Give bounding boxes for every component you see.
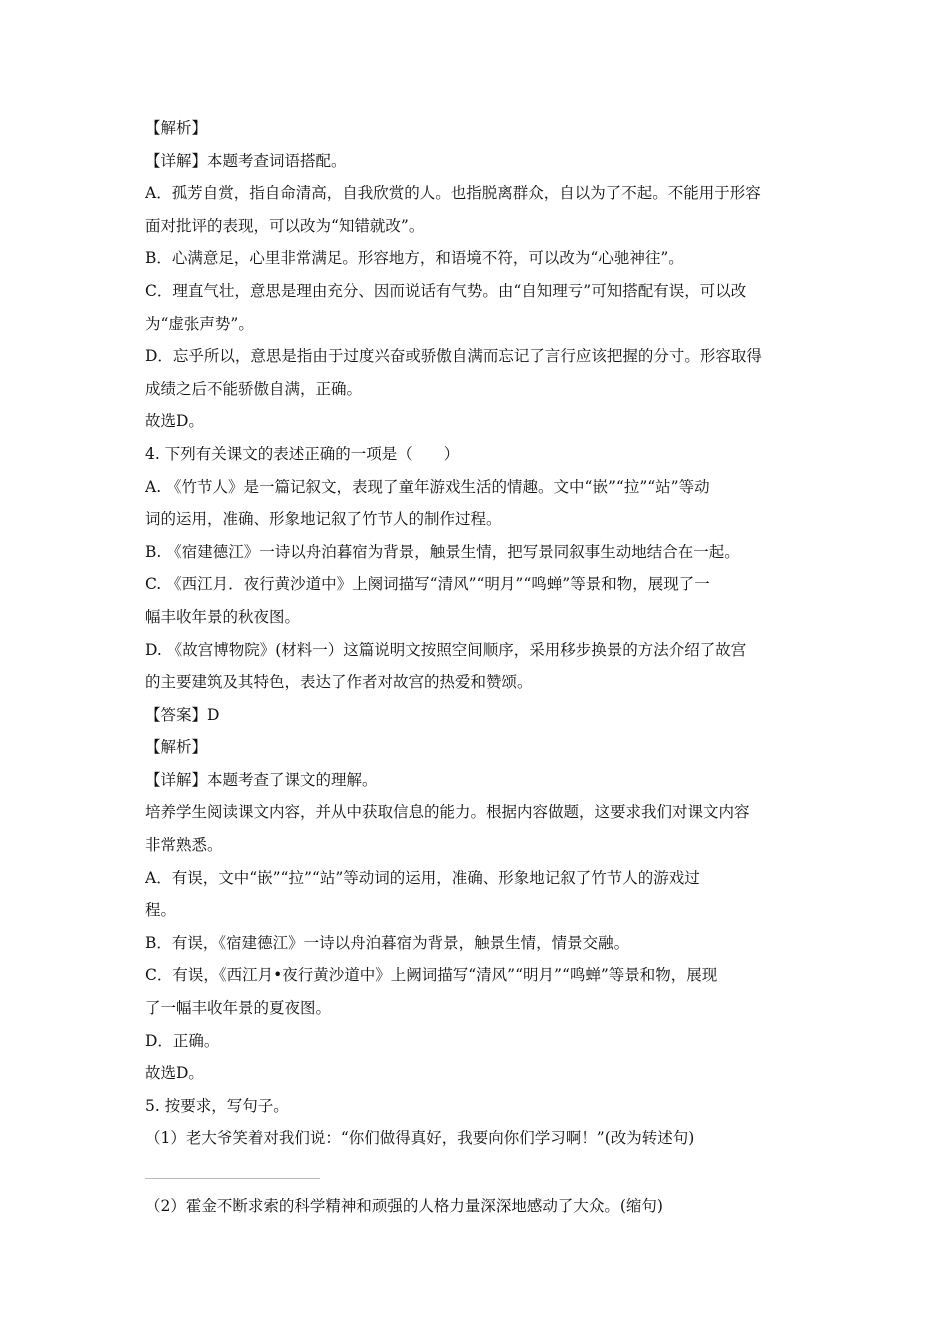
analysis-option-c: C．有误，《西江月•夜行黄沙道中》上阙词描写“清风”“明月”“鸣蝉”等景和物，展现 <box>145 966 718 985</box>
analysis-option-d: D．正确。 <box>145 1031 220 1050</box>
question-4-option-b: B. 《宿建德江》一诗以舟泊暮宿为背景，触景生情，把写景同叙事生动地结合在一起。 <box>145 542 740 561</box>
analysis-option-b: B．有误，《宿建德江》一诗以舟泊暮宿为背景，触景生情，情景交融。 <box>145 933 630 952</box>
option-c-explanation-cont: 为“虚张声势”。 <box>145 314 254 333</box>
section-heading-analysis: 【解析】 <box>145 119 208 137</box>
question-4-option-c-cont: 幅丰收年景的秋夜图。 <box>145 607 301 626</box>
analysis-intro: 培养学生阅读课文内容，并从中获取信息的能力。根据内容做题，这要求我们对课文内容 <box>145 803 750 822</box>
analysis-option-a-cont: 程。 <box>145 901 177 920</box>
detail-heading: 【详解】本题考查词语搭配。 <box>145 151 347 170</box>
question-4-option-d-cont: 的主要建筑及其特色，表达了作者对故宫的热爱和赞颂。 <box>145 673 533 692</box>
question-4-option-a-cont: 词的运用，准确、形象地记叙了竹节人的制作过程。 <box>145 510 502 529</box>
option-b-explanation: B．心满意足，心里非常满足。形容地方，和语境不符，可以改为“心驰神往”。 <box>145 249 684 268</box>
question-4-option-c: C. 《西江月．夜行黄沙道中》上阕词描写“清风”“明月”“鸣蝉”等景和物，展现了一 <box>145 575 710 594</box>
option-c-explanation: C．理直气壮，意思是理由充分、因而说话有气势。由“自知理亏”可知搭配有误，可以改 <box>145 281 747 300</box>
answer-blank-line <box>145 1178 320 1179</box>
option-d-explanation-cont: 成绩之后不能骄傲自满，正确。 <box>145 379 363 398</box>
question-4-option-d: D. 《故宫博物院》(材料一）这篇说明文按照空间顺序，采用移步换景的方法介绍了故宫 <box>145 640 747 659</box>
detail-heading-2: 【详解】本题考查了课文的理解。 <box>145 770 378 789</box>
question-5-part-2: （2）霍金不断求索的科学精神和顽强的人格力量深深地感动了大众。(缩句) <box>145 1197 663 1215</box>
answer-choice: 故选D。 <box>145 412 204 431</box>
analysis-option-a: A．有误，文中“嵌”“拉”“站”等动词的运用，准确、形象地记叙了竹节人的游戏过 <box>145 868 700 887</box>
question-5-stem: 5. 按要求，写句子。 <box>145 1096 289 1115</box>
answer-heading: 【答案】D <box>145 705 220 724</box>
option-a-explanation: A．孤芳自赏，指自命清高，自我欣赏的人。也指脱离群众，自以为了不起。不能用于形容 <box>145 184 761 203</box>
option-d-explanation: D．忘乎所以，意思是指由于过度兴奋或骄傲自满而忘记了言行应该把握的分寸。形容取得 <box>145 347 762 366</box>
question-4-stem: 4. 下列有关课文的表述正确的一项是（ ） <box>145 444 460 463</box>
document-body <box>145 115 810 1158</box>
section-heading-analysis-2: 【解析】 <box>145 738 208 757</box>
answer-choice-2: 故选D。 <box>145 1064 204 1083</box>
analysis-intro-cont: 非常熟悉。 <box>145 836 223 855</box>
question-5-part-1: （1）老大爷笑着对我们说：“你们做得真好，我要向你们学习啊！”(改为转述句) <box>145 1129 695 1148</box>
question-4-option-a: A. 《竹节人》是一篇记叙文，表现了童年游戏生活的情趣。文中“嵌”“拉”“站”等动 <box>145 477 710 496</box>
option-a-explanation-cont: 面对批评的表现，可以改为“知错就改”。 <box>145 216 425 235</box>
analysis-option-c-cont: 了一幅丰收年景的夏夜图。 <box>145 999 332 1018</box>
